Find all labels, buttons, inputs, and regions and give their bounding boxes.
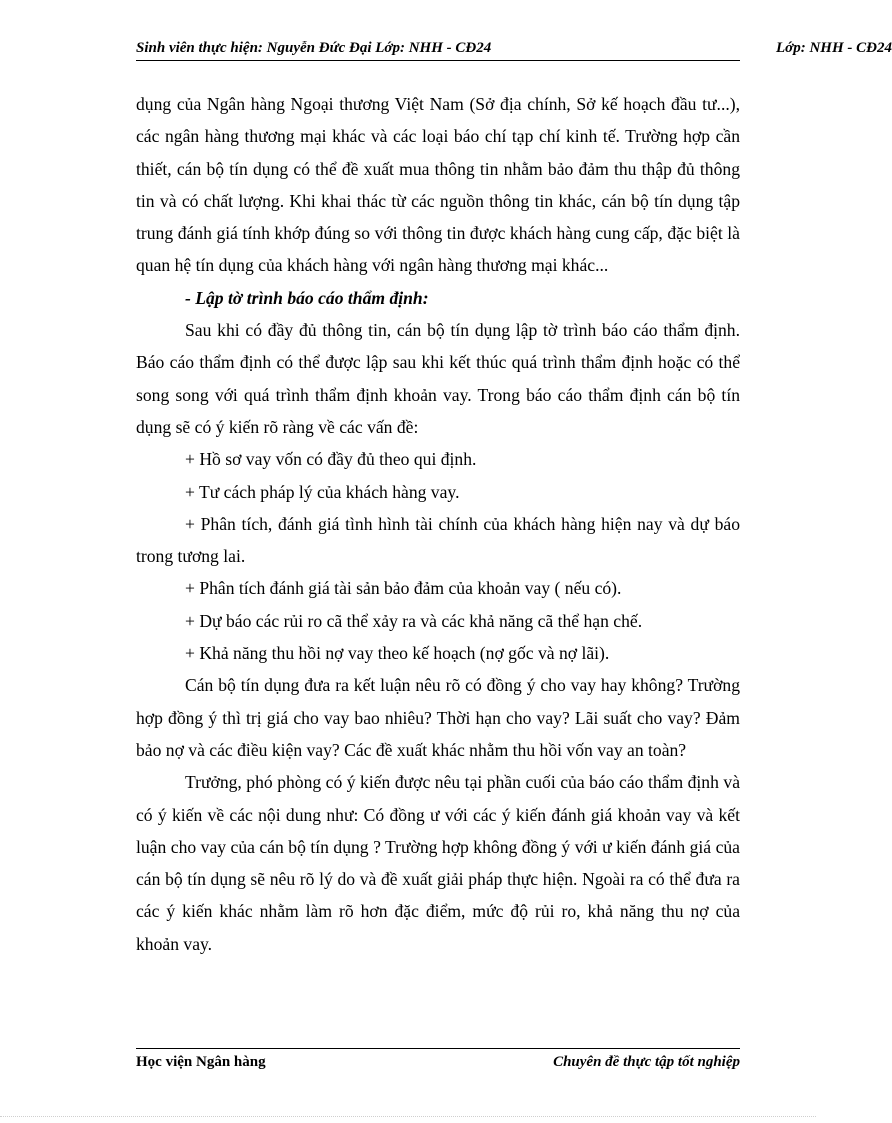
list-item: + Hồ sơ vay vốn có đầy đủ theo qui định.	[185, 449, 477, 470]
paragraph-manager-opinion: Trưởng, phó phòng có ý kiến được nêu tại phần cuối của báo cáo thẩm định và có ý kiến về các nội dung như: Có đồng ư với các ý kiến đánh giá khoản vay và kết luận cho vay của cán bộ tín dụng ? Trường hợp không đồng ý với ư kiến đánh giá của cán bộ tín dụng sẽ nêu rõ lý do và đề xuất giải pháp thực hiện. Ngoài ra có thể đưa ra các ý kiến khác nhằm làm rõ hơn đặc điểm, mức độ rủi ro, khả năng thu nợ của khoản vay.	[136, 772, 740, 954]
paragraph-info-sources: dụng của Ngân hàng Ngoại thương Việt Nam (Sở địa chính, Sở kế hoạch đầu tư...), các ngân hàng thương mại khác và các loại báo chí tạp chí kinh tế. Trường hợp cần thiết, cán bộ tín dụng có thể đề xuất mua thông tin nhằm bảo đảm thu thập đủ thông tin và có chất lượng. Khi khai thác từ các nguồn thông tin khác, cán bộ tín dụng tập trung đánh giá tính khớp đúng so với thông tin được khách hàng cung cấp, đặc biệt là quan hệ tín dụng của khách hàng với ngân hàng thương mại khác...	[136, 94, 740, 276]
footer-institution: Học viện Ngân hàng	[136, 1054, 266, 1070]
list-item: + Dự báo các rủi ro cã thể xảy ra và các khả năng cã thể hạn chế.	[185, 610, 643, 631]
list-item: + Phân tích đánh giá tài sản bảo đảm của khoản vay ( nếu có).	[185, 578, 622, 599]
list-item: + Tư cách pháp lý của khách hàng vay.	[185, 481, 460, 502]
paragraph-conclusion: Cán bộ tín dụng đưa ra kết luận nêu rõ có đồng ý cho vay hay không? Trường hợp đồng ý thì trị giá cho vay bao nhiêu? Thời hạn cho vay? Lãi suất cho vay? Đảm bảo nợ và các điều kiện vay? Các đề xuất khác nhằm thu hồi vốn vay an toàn?	[136, 675, 740, 760]
page-body	[136, 88, 740, 960]
footer-document-type: Chuyên đề thực tập tốt nghiệp	[553, 1054, 740, 1070]
footer-divider	[136, 1048, 740, 1049]
page-edge-divider	[0, 1116, 816, 1117]
paragraph-report-intro: Sau khi có đầy đủ thông tin, cán bộ tín dụng lập tờ trình báo cáo thẩm định. Báo cáo thẩm định có thể được lập sau khi kết thúc quá trình thẩm định hoặc có thể song song với quá trình thẩm định khoản vay. Trong báo cáo thẩm định cán bộ tín dụng sẽ có ý kiến rõ ràng về các vấn đề:	[136, 320, 740, 437]
list-item: + Phân tích, đánh giá tình hình tài chính của khách hàng hiện nay và dự báo trong tương lai.	[136, 513, 740, 567]
header-class: Lớp: NHH - CĐ24	[776, 40, 892, 56]
header-author-class: Sinh viên thực hiện: Nguyễn Đức Đại Lớp: NHH - CĐ24	[136, 40, 492, 56]
section-heading: - Lập tờ trình báo cáo thẩm định:	[185, 287, 429, 308]
header-divider	[136, 60, 740, 61]
list-item: + Khả năng thu hồi nợ vay theo kế hoạch (nợ gốc và nợ lãi).	[185, 643, 610, 664]
